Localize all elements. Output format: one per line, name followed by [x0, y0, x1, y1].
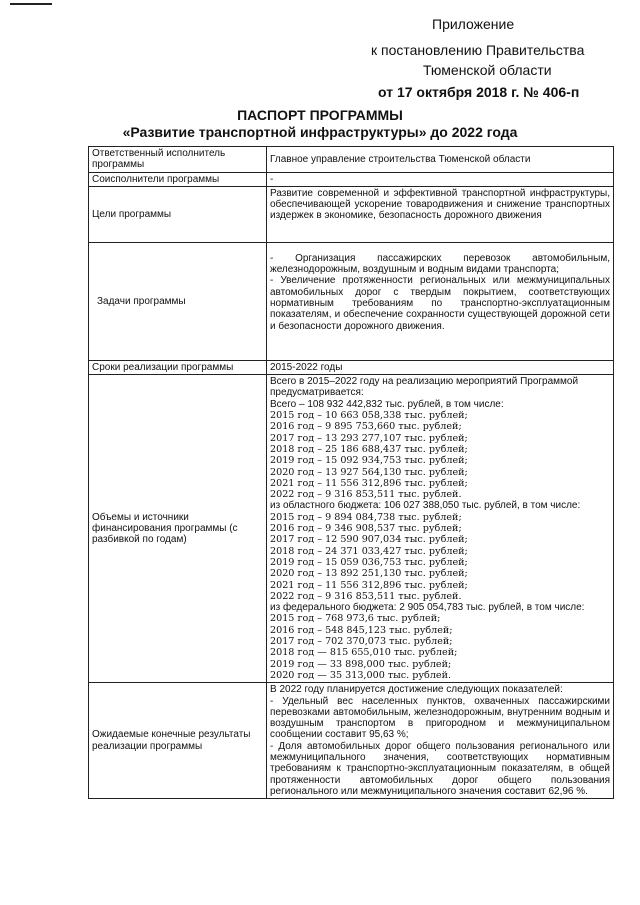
row-label-goals: Цели программы — [89, 186, 267, 242]
financing-federal-year: 2015 год – 768 973,6 тыс. рублей; — [270, 613, 441, 625]
financing-total: Всего – 108 932 442,832 тыс. рублей, в том числе: — [270, 398, 504, 410]
task-item: - Увеличение протяженности региональных или межмуниципальных автомобильных дорог с твердым покрытием, соответствующих нормативным требованиям по транспортно-эксплуатационным показателям, и обеспечение сохранности существующей дорожной сети и безопасности дорожного движения. — [270, 275, 610, 332]
row-label-results: Ожидаемые конечные результаты реализации программы — [89, 683, 267, 799]
financing-total-year: 2022 год – 9 316 853,511 тыс. рублей. — [270, 489, 462, 501]
result-item: - Удельный вес населенных пунктов, охваченных пассажирскими перевозками автомобильным, железнодорожным, внутренним водным и воздушным транспортом в пригородном и межмуниципальном сообщении составит 95,63 %; — [270, 695, 610, 741]
row-value-coexecutors: - — [267, 172, 614, 186]
table-row — [89, 242, 614, 360]
decree-date-number: от 17 октября 2018 г. № 406-п — [378, 84, 580, 100]
table-row — [89, 186, 614, 242]
result-item: - Доля автомобильных дорог общего пользования регионального или межмуниципального значения, соответствующих нормативным требованиям к транспортно-эксплуатационным показателям, в общей протяженности автомобильных дорог общего пользования регионального или межмуниципального значения составит 62,96 %. — [270, 740, 610, 797]
financing-total-year: 2018 год – 25 186 688,437 тыс. рублей; — [270, 443, 468, 455]
financing-total-year: 2021 год – 11 556 312,896 тыс. рублей; — [270, 477, 468, 489]
row-label-financing: Объемы и источники финансирования программы (с разбивкой по годам) — [89, 375, 267, 683]
row-label-executor: Ответственный исполнитель программы — [89, 147, 267, 173]
financing-total-year: 2016 год – 9 895 753,660 тыс. рублей; — [270, 421, 462, 433]
appendix-to: к постановлению Правительства — [371, 42, 585, 58]
financing-federal-year: 2017 год – 702 370,073 тыс. рублей; — [270, 636, 453, 648]
row-label-terms: Сроки реализации программы — [89, 360, 267, 374]
financing-regional-year: 2020 год – 13 892 251,130 тыс. рублей; — [270, 568, 468, 580]
financing-total-year: 2015 год – 10 663 058,338 тыс. рублей; — [270, 410, 468, 422]
financing-total-year: 2019 год – 15 092 934,753 тыс. рублей; — [270, 455, 468, 467]
financing-regional-year: 2022 год – 9 316 853,511 тыс. рублей. — [270, 590, 462, 602]
row-value-results — [267, 683, 614, 799]
region-name: Тюменской области — [423, 62, 552, 78]
financing-federal-year: 2019 год — 33 898,000 тыс. рублей; — [270, 658, 452, 670]
row-label-coexecutors: Соисполнители программы — [89, 172, 267, 186]
table-row — [89, 360, 614, 374]
table-row — [89, 683, 614, 799]
row-label-tasks: Задачи программы — [89, 242, 267, 360]
financing-regional-year: 2015 год – 9 894 084,738 тыс. рублей; — [270, 511, 462, 523]
row-value-goals: Развитие современной и эффективной транспортной инфраструктуры, обеспечивающей ускорение товародвижения и снижение транспортных издержек в экономике, безопасность дорожного движения — [267, 186, 614, 242]
financing-regional-year: 2021 год – 11 556 312,896 тыс. рублей; — [270, 579, 468, 591]
financing-regional-year: 2018 год – 24 371 033,427 тыс. рублей; — [270, 545, 468, 557]
program-passport-table — [88, 146, 614, 799]
financing-regional: из областного бюджета: 106 027 388,050 тыс. рублей, в том числе: — [270, 500, 581, 512]
appendix-title: Приложение — [432, 16, 515, 32]
row-value-terms: 2015-2022 годы — [267, 360, 614, 374]
financing-total-year: 2020 год – 13 927 564,130 тыс. рублей; — [270, 466, 468, 478]
financing-federal: из федерального бюджета: 2 905 054,783 тыс. рублей, в том числе: — [270, 602, 585, 614]
scan-corner-mark — [10, 3, 52, 5]
financing-federal-year: 2020 год — 35 313,000 тыс. рублей. — [270, 669, 452, 681]
row-value-executor: Главное управление строительства Тюменской области — [267, 147, 614, 173]
financing-federal-year: 2018 год — 815 655,010 тыс. рублей; — [270, 647, 458, 659]
row-value-financing — [267, 375, 614, 683]
financing-total-year: 2017 год – 13 293 277,107 тыс. рублей; — [270, 432, 468, 444]
results-intro: В 2022 году планируется достижение следующих показателей: — [270, 684, 563, 696]
financing-federal-year: 2016 год – 548 845,123 тыс. рублей; — [270, 624, 453, 636]
program-name: «Развитие транспортной инфраструктуры» до 2022 года — [122, 124, 518, 140]
passport-title: ПАСПОРТ ПРОГРАММЫ — [237, 107, 403, 123]
financing-intro: Всего в 2015–2022 году на реализацию мероприятий Программой предусматривается: — [270, 376, 579, 399]
table-row — [89, 375, 614, 683]
table-row — [89, 147, 614, 173]
financing-regional-year: 2017 год – 12 590 907,034 тыс. рублей; — [270, 534, 468, 546]
financing-regional-year: 2019 год – 15 059 036,753 тыс. рублей; — [270, 556, 468, 568]
row-value-tasks — [267, 242, 614, 360]
task-item: - Организация пассажирских перевозок автомобильным, железнодорожным, воздушным и водным видами транспорта; — [270, 252, 610, 276]
table-row — [89, 172, 614, 186]
financing-regional-year: 2016 год – 9 346 908,537 тыс. рублей; — [270, 523, 462, 535]
